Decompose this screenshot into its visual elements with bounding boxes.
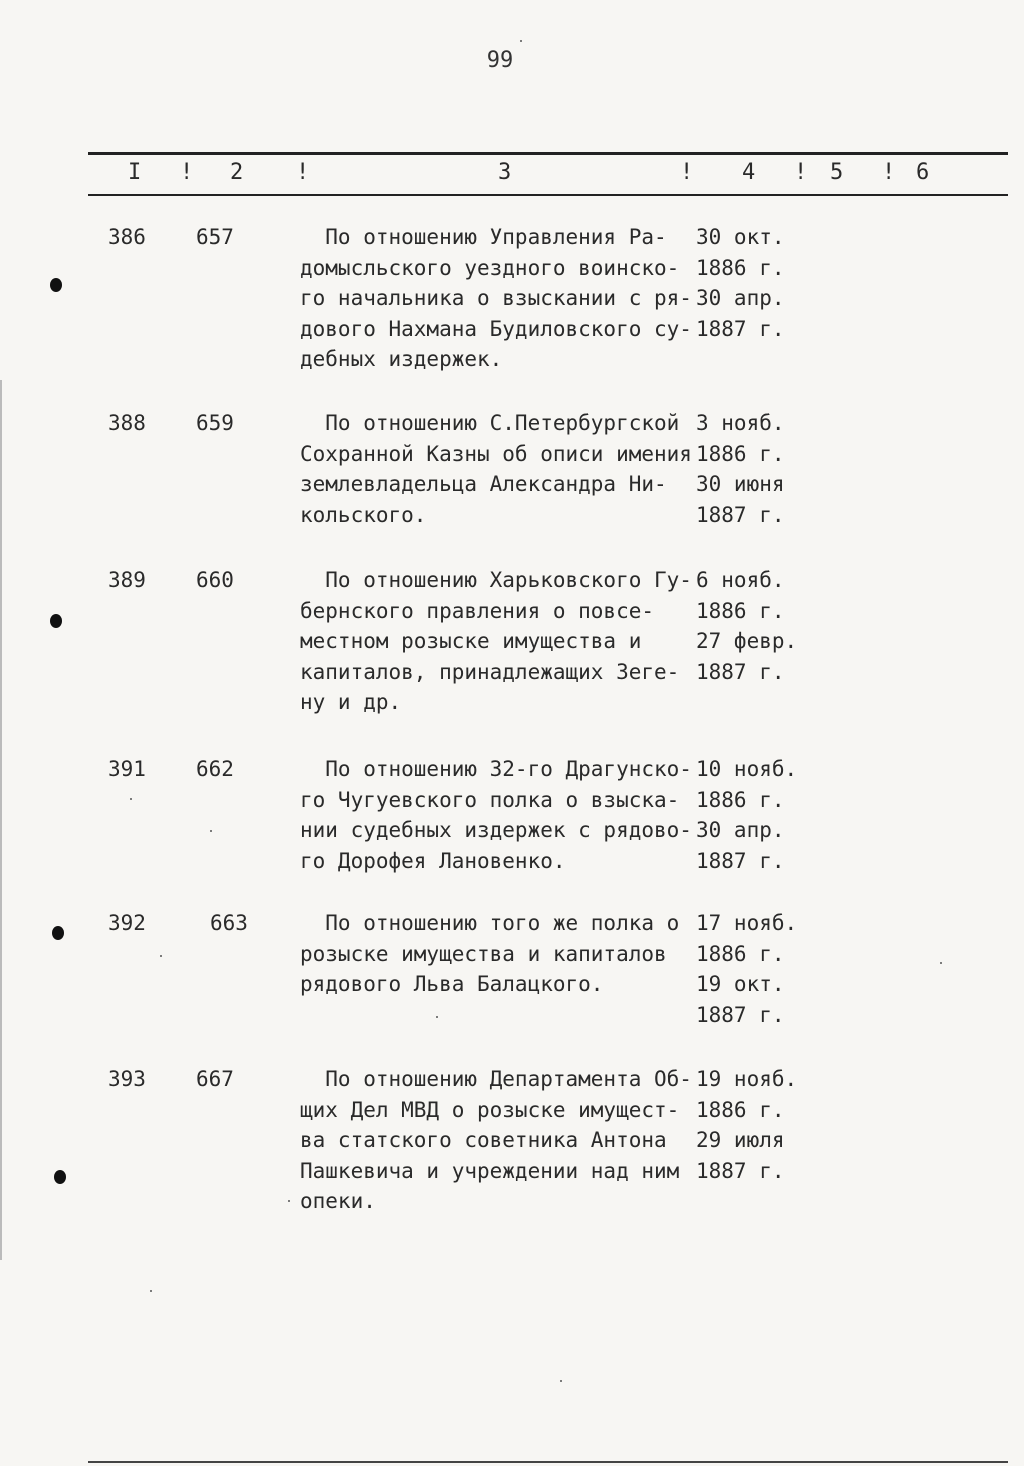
entry-code: 667: [196, 1067, 234, 1091]
entry-dates: 17 нояб. 1886 г. 19 окт. 1887 г.: [696, 911, 798, 1027]
header-col-1: I: [128, 160, 142, 185]
header-col-3: 3: [498, 160, 512, 185]
scan-speck: [288, 1200, 290, 1202]
entry-dates: 3 нояб. 1886 г. 30 июня 1887 г.: [696, 411, 785, 527]
header-separator: !: [794, 160, 808, 185]
scan-speck: [940, 962, 942, 964]
header-separator: !: [296, 160, 310, 185]
scan-speck: [160, 955, 162, 957]
punch-hole: [54, 1170, 66, 1184]
scan-speck: [520, 40, 522, 42]
binding-shadow: [0, 380, 2, 1260]
entry-code: 659: [196, 411, 234, 435]
scan-speck: [436, 1016, 438, 1018]
entry-number: 393: [108, 1067, 146, 1091]
scan-speck: [210, 830, 212, 832]
header-col-5: 5: [830, 160, 844, 185]
page-number: 99: [486, 48, 514, 73]
table-header: [0, 160, 1024, 190]
scan-speck: [150, 1290, 152, 1292]
scan-speck: [130, 798, 132, 800]
entry-code: 662: [196, 757, 234, 781]
punch-hole: [52, 926, 64, 940]
table-top-rule: [88, 152, 1008, 155]
entry-number: 389: [108, 568, 146, 592]
entry-dates: 10 нояб. 1886 г. 30 апр. 1887 г.: [696, 757, 798, 873]
entry-code: 660: [196, 568, 234, 592]
entry-code: 663: [210, 911, 248, 935]
header-separator: !: [180, 160, 194, 185]
entry-number: 388: [108, 411, 146, 435]
entry-description: По отношению Управления Ра- домысльского уездного воинско- го начальника о взыскании с ря- дового Нахмана Будиловского су- дебных издержек.: [300, 225, 692, 371]
entry-description: По отношению того же полка о розыске имущества и капиталов рядового Льва Балацкого.: [300, 911, 680, 996]
table-header-rule: [88, 194, 1008, 196]
header-col-4: 4: [742, 160, 756, 185]
entry-description: По отношению Департамента Об- щих Дел МВД о розыске имущест- ва статского советника Антона Пашкевича и учреждении над ним опеки.: [300, 1067, 692, 1213]
scan-speck: [560, 1380, 562, 1382]
entry-number: 392: [108, 911, 146, 935]
bottom-edge-line: [88, 1461, 1008, 1463]
entry-dates: 30 окт. 1886 г. 30 апр. 1887 г.: [696, 225, 785, 341]
header-separator: !: [680, 160, 694, 185]
entry-description: По отношению Харьковского Гу- бернского правления о повсе- местном розыске имущества и капиталов, принадлежащих Зеге- ну и др.: [300, 568, 692, 714]
header-col-6: 6: [916, 160, 930, 185]
punch-hole: [50, 614, 62, 628]
entry-number: 386: [108, 225, 146, 249]
header-col-2: 2: [230, 160, 244, 185]
entry-dates: 19 нояб. 1886 г. 29 июля 1887 г.: [696, 1067, 798, 1183]
header-separator: !: [882, 160, 896, 185]
entry-description: По отношению 32-го Драгунско- го Чугуевского полка о взыска- нии судебных издержек с рядово- го Дорофея Лановенко.: [300, 757, 692, 873]
entry-dates: 6 нояб. 1886 г. 27 февр. 1887 г.: [696, 568, 798, 684]
punch-hole: [50, 278, 62, 292]
entry-code: 657: [196, 225, 234, 249]
entry-number: 391: [108, 757, 146, 781]
entry-description: По отношению С.Петербургской Сохранной Казны об описи имения землевладельца Александра Ни- кольского.: [300, 411, 692, 527]
